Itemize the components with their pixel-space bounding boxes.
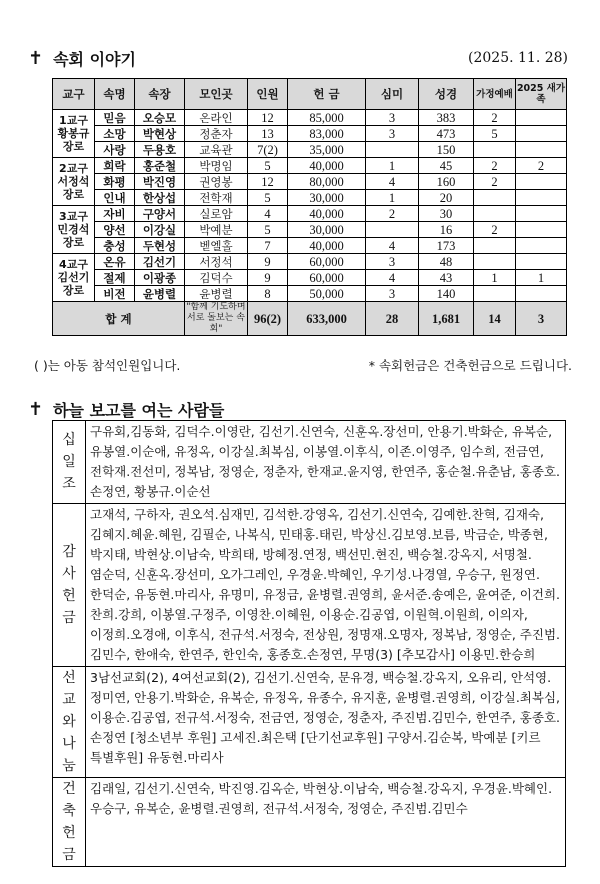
cell-bible: 48 bbox=[419, 254, 474, 270]
table-row bbox=[53, 190, 567, 206]
cell-simmi: 1 bbox=[366, 158, 419, 174]
donor-category: 감 사 헌 금 bbox=[53, 504, 86, 667]
cell-people: 7(2) bbox=[248, 142, 288, 158]
cell-bible: 20 bbox=[419, 190, 474, 206]
cell-offering: 30,000 bbox=[288, 222, 366, 238]
cell-offering: 30,000 bbox=[288, 190, 366, 206]
donors-table bbox=[52, 420, 566, 867]
header-place: 모인곳 bbox=[185, 79, 248, 110]
cell-leader: 윤병렬 bbox=[135, 286, 185, 302]
cell-leader: 홍준철 bbox=[135, 158, 185, 174]
donor-group-row bbox=[53, 504, 566, 667]
donor-category: 건 축 헌 금 bbox=[53, 778, 86, 867]
cell-name: 양선 bbox=[95, 222, 135, 238]
table-row bbox=[53, 238, 567, 254]
table-row bbox=[53, 110, 567, 126]
cell-leader: 한상섭 bbox=[135, 190, 185, 206]
header-leader: 속장 bbox=[135, 79, 185, 110]
table-row bbox=[53, 286, 567, 302]
cell-name: 온유 bbox=[95, 254, 135, 270]
district-cell: 4교구 김선기 장로 bbox=[53, 254, 95, 302]
header-family-worship: 가정예배 bbox=[474, 79, 516, 110]
cell-offering: 60,000 bbox=[288, 254, 366, 270]
cell-leader: 이광종 bbox=[135, 270, 185, 286]
total-motto: "함께 기도하며 서로 돌보는 속회" bbox=[186, 302, 246, 334]
cell-people: 13 bbox=[248, 126, 288, 142]
cell-simmi: 3 bbox=[366, 126, 419, 142]
table-row bbox=[53, 206, 567, 222]
cell-people: 9 bbox=[248, 270, 288, 286]
table-row bbox=[53, 270, 567, 286]
total-bible: 1,681 bbox=[419, 302, 474, 336]
cell-simmi: 1 bbox=[366, 190, 419, 206]
cross-icon: ✝ bbox=[28, 48, 44, 69]
cell-name: 자비 bbox=[95, 206, 135, 222]
total-row bbox=[53, 302, 567, 336]
cell-worship bbox=[474, 254, 516, 270]
cell-name: 절제 bbox=[95, 270, 135, 286]
table-row bbox=[53, 126, 567, 142]
total-newfam: 3 bbox=[516, 302, 567, 336]
cell-offering: 40,000 bbox=[288, 206, 366, 222]
header-new-family: 2025 새가족 bbox=[516, 79, 567, 110]
cell-worship bbox=[474, 142, 516, 158]
district-cell: 2교구 서정석 장로 bbox=[53, 158, 95, 206]
table-row bbox=[53, 222, 567, 238]
cell-worship: 2 bbox=[474, 158, 516, 174]
section-title: 하늘 보고를 여는 사람들 bbox=[53, 401, 225, 420]
cell-offering: 40,000 bbox=[288, 238, 366, 254]
cell-bible: 45 bbox=[419, 158, 474, 174]
header-cell-name: 속명 bbox=[95, 79, 135, 110]
section-heading-donors bbox=[28, 398, 224, 421]
cell-people: 7 bbox=[248, 238, 288, 254]
cell-place: 윤병렬 bbox=[185, 286, 248, 302]
cell-newfam bbox=[516, 222, 567, 238]
cross-icon: ✝ bbox=[28, 399, 44, 420]
table-row bbox=[53, 158, 567, 174]
cell-bible: 160 bbox=[419, 174, 474, 190]
donor-group-row bbox=[53, 421, 566, 504]
total-label: 합 계 bbox=[53, 302, 185, 336]
cell-leader: 구양서 bbox=[135, 206, 185, 222]
cell-newfam: 2 bbox=[516, 158, 567, 174]
cell-newfam bbox=[516, 254, 567, 270]
cell-place: 정춘자 bbox=[185, 126, 248, 142]
cell-newfam bbox=[516, 238, 567, 254]
cell-people: 4 bbox=[248, 206, 288, 222]
total-simmi: 28 bbox=[366, 302, 419, 336]
cell-simmi bbox=[366, 222, 419, 238]
total-people: 96(2) bbox=[248, 302, 288, 336]
district-cell: 1교구 황봉규 장로 bbox=[53, 110, 95, 158]
cell-place: 박예분 bbox=[185, 222, 248, 238]
cell-place: 실로암 bbox=[185, 206, 248, 222]
cell-worship bbox=[474, 206, 516, 222]
header-bible: 성경 bbox=[419, 79, 474, 110]
cell-place: 교육관 bbox=[185, 142, 248, 158]
cell-simmi bbox=[366, 142, 419, 158]
cell-leader: 오승모 bbox=[135, 110, 185, 126]
donor-group-row bbox=[53, 778, 566, 867]
cell-simmi: 3 bbox=[366, 254, 419, 270]
cell-people: 5 bbox=[248, 222, 288, 238]
cell-leader: 이강실 bbox=[135, 222, 185, 238]
cell-bible: 173 bbox=[419, 238, 474, 254]
cell-meeting-table bbox=[52, 78, 567, 336]
cell-people: 5 bbox=[248, 158, 288, 174]
cell-newfam bbox=[516, 142, 567, 158]
cell-worship: 1 bbox=[474, 270, 516, 286]
cell-leader: 김선기 bbox=[135, 254, 185, 270]
cell-newfam bbox=[516, 286, 567, 302]
total-offering: 633,000 bbox=[288, 302, 366, 336]
header-district: 교구 bbox=[53, 79, 95, 110]
cell-leader: 박진영 bbox=[135, 174, 185, 190]
cell-worship: 5 bbox=[474, 126, 516, 142]
cell-people: 8 bbox=[248, 286, 288, 302]
section-heading-cell-story bbox=[28, 47, 136, 70]
donor-names: 김래일, 김선기.신연숙, 박진영.김옥순, 박현상.이남숙, 백승철.강옥지, 우경윤.박혜인.우승구, 유복순, 윤병렬.권영희, 전규석.서정숙, 정영순, 주진범.김민수 bbox=[86, 778, 566, 867]
cell-simmi: 2 bbox=[366, 206, 419, 222]
cell-bible: 43 bbox=[419, 270, 474, 286]
cell-name: 믿음 bbox=[95, 110, 135, 126]
cell-name: 비전 bbox=[95, 286, 135, 302]
cell-place: 권영봉 bbox=[185, 174, 248, 190]
cell-name: 충성 bbox=[95, 238, 135, 254]
header-people: 인원 bbox=[248, 79, 288, 110]
header-offering: 헌 금 bbox=[288, 79, 366, 110]
cell-name: 인내 bbox=[95, 190, 135, 206]
table-row bbox=[53, 142, 567, 158]
cell-worship: 2 bbox=[474, 222, 516, 238]
cell-worship: 2 bbox=[474, 174, 516, 190]
cell-people: 12 bbox=[248, 110, 288, 126]
report-date: (2025. 11. 28) bbox=[468, 50, 568, 66]
cell-leader: 박현상 bbox=[135, 126, 185, 142]
cell-simmi: 4 bbox=[366, 270, 419, 286]
cell-bible: 30 bbox=[419, 206, 474, 222]
cell-offering: 40,000 bbox=[288, 158, 366, 174]
cell-name: 사랑 bbox=[95, 142, 135, 158]
total-worship: 14 bbox=[474, 302, 516, 336]
cell-name: 화평 bbox=[95, 174, 135, 190]
cell-people: 12 bbox=[248, 174, 288, 190]
note-offering: * 속회헌금은 건축헌금으로 드립니다. bbox=[368, 358, 572, 373]
cell-people: 9 bbox=[248, 254, 288, 270]
cell-place: 전학재 bbox=[185, 190, 248, 206]
donor-names: 고재석, 구하자, 권오석.심재민, 김석한.강영옥, 김선기.신연숙, 김예한.찬혁, 김재숙, 김혜지.혜윤.혜원, 김필순, 나복식, 민태홍.태린, 박상신.김보영.보름, 박금순, 박종현, 박지태, 박현상.이남숙, 박희태, 방혜정.연정, 백선민.현진, 백승철.강옥지, 서명철.염순덕, 신훈옥.장선미, 오가그레인, 우경윤.박혜인, 우기성.나경열, 우승구, 원정연.한덕순, 유동현.마리사, 유명미, 유정금, 윤병렬.권영희, 윤서준.송예은, 윤여준, 이건희.찬희.강희, 이봉열.구정주, 이영찬.이혜원, 이용순.김공엽, 이원혁.이원희, 이의자, 이정희.오경애, 이후식, 전규석.서정숙, 전상원, 정명재.오명자, 정복남, 정영순, 주진범.김민수, 한애숙, 한연주, 한인숙, 홍종호.손정연, 무명(3) [추모감사] 이용민.한승희 bbox=[86, 504, 566, 667]
cell-offering: 80,000 bbox=[288, 174, 366, 190]
cell-name: 소망 bbox=[95, 126, 135, 142]
cell-place: 서정석 bbox=[185, 254, 248, 270]
cell-bible: 16 bbox=[419, 222, 474, 238]
cell-offering: 83,000 bbox=[288, 126, 366, 142]
cell-newfam bbox=[516, 206, 567, 222]
cell-leader: 두현성 bbox=[135, 238, 185, 254]
cell-place: 박명임 bbox=[185, 158, 248, 174]
cell-simmi: 4 bbox=[366, 238, 419, 254]
table-row bbox=[53, 174, 567, 190]
cell-bible: 150 bbox=[419, 142, 474, 158]
cell-worship: 2 bbox=[474, 110, 516, 126]
cell-newfam bbox=[516, 174, 567, 190]
cell-newfam: 1 bbox=[516, 270, 567, 286]
donor-category: 선 교 와 나 눔 bbox=[53, 667, 86, 778]
cell-bible: 140 bbox=[419, 286, 474, 302]
table-row bbox=[53, 254, 567, 270]
cell-place: 온라인 bbox=[185, 110, 248, 126]
cell-newfam bbox=[516, 190, 567, 206]
cell-offering: 35,000 bbox=[288, 142, 366, 158]
cell-newfam bbox=[516, 126, 567, 142]
header-simmi: 심미 bbox=[366, 79, 419, 110]
cell-simmi: 4 bbox=[366, 174, 419, 190]
cell-offering: 50,000 bbox=[288, 286, 366, 302]
donor-group-row bbox=[53, 667, 566, 778]
cell-bible: 473 bbox=[419, 126, 474, 142]
cell-worship bbox=[474, 238, 516, 254]
cell-worship bbox=[474, 190, 516, 206]
cell-simmi: 3 bbox=[366, 286, 419, 302]
donor-names: 3남선교회(2), 4여선교회(2), 김선기.신연숙, 문유경, 백승철.강옥지, 오유리, 안석영.정미연, 안용기.박화순, 유복순, 유정옥, 유종수, 유지훈, 윤병렬.권영희, 이강실.최복심, 이용순.김공엽, 전규석.서정숙, 전금연, 정영순, 정춘자, 주진범.김민수, 한연주, 홍종호.손정연 [청소년부 후원] 고세진.최은택 [단기선교후원] 구양서.김순복, 박예분 [키르 특별후원] 유동현.마리사 bbox=[86, 667, 566, 778]
donor-names: 구유회,김동화, 김덕수.이영란, 김선기.신연숙, 신훈옥.장선미, 안용기.박화순, 유복순, 유봉열.이순애, 유정옥, 이강실.최복심, 이봉열.이후식, 이존.이영주, 임수희, 전금연, 전학재.전선미, 정복남, 정영순, 정춘자, 한재교.윤지영, 한연주, 홍순철.유춘남, 홍종호.손정연, 황봉규.이순선 bbox=[86, 421, 566, 504]
section-title: 속회 이야기 bbox=[53, 50, 136, 69]
cell-bible: 383 bbox=[419, 110, 474, 126]
cell-people: 5 bbox=[248, 190, 288, 206]
note-children: ( )는 아동 참석인원입니다. bbox=[34, 358, 181, 373]
cell-simmi: 3 bbox=[366, 110, 419, 126]
donor-category: 십 일 조 bbox=[53, 421, 86, 504]
cell-offering: 60,000 bbox=[288, 270, 366, 286]
district-cell: 3교구 민경석 장로 bbox=[53, 206, 95, 254]
cell-leader: 두용호 bbox=[135, 142, 185, 158]
cell-newfam bbox=[516, 110, 567, 126]
table-header-row bbox=[53, 79, 567, 110]
cell-offering: 85,000 bbox=[288, 110, 366, 126]
cell-place: 벧엘홀 bbox=[185, 238, 248, 254]
cell-worship bbox=[474, 286, 516, 302]
cell-name: 희락 bbox=[95, 158, 135, 174]
cell-place: 김덕수 bbox=[185, 270, 248, 286]
